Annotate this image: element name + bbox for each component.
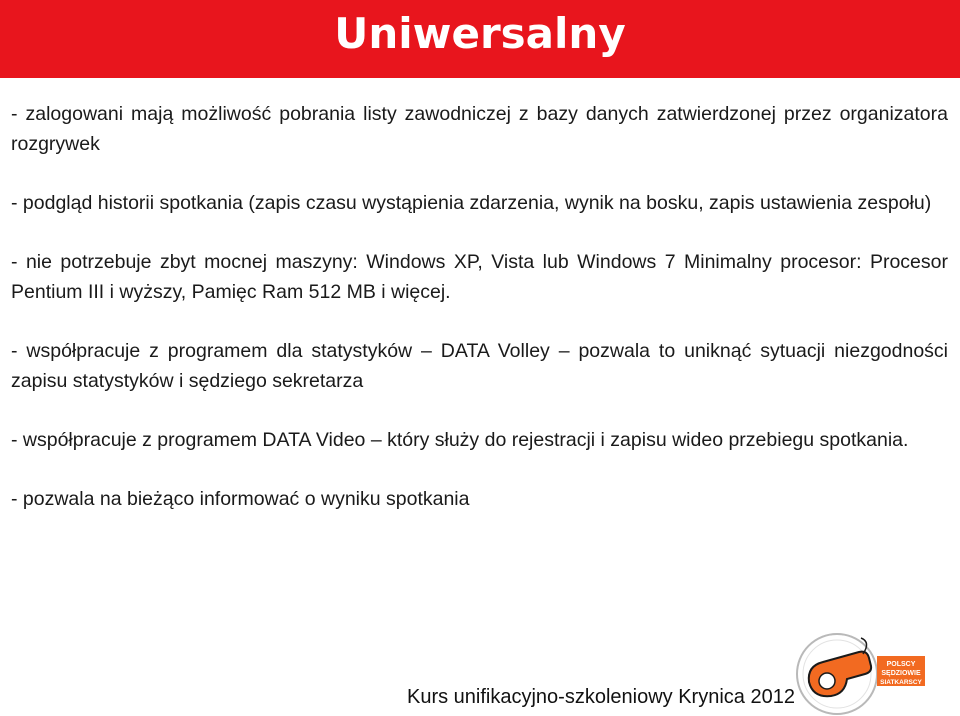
logo-text-line1: POLSCY	[886, 661, 916, 668]
paragraph-5: - współpracuje z programem DATA Video – który służy do rejestracji i zapisu wideo przebiegu spotkania.	[11, 429, 909, 451]
paragraph-4: - współpracuje z programem dla statystyków – DATA Volley – pozwala to uniknąć sytuacji niezgodności zapisu statystyków i sędziego sekretarza	[11, 340, 948, 392]
paragraph-3: - nie potrzebuje zbyt mocnej maszyny: Windows XP, Vista lub Windows 7 Minimalny procesor: Procesor Pentium III i wyższy, Pamięc Ram 512 MB i więcej.	[11, 251, 948, 303]
slide-content	[11, 99, 948, 543]
whistle-logo-icon	[793, 630, 960, 716]
slide-title-text: Uniwersalny	[334, 9, 626, 58]
paragraph-1: - zalogowani mają możliwość pobrania listy zawodniczej z bazy danych zatwierdzonej przez organizatora rozgrywek	[11, 103, 948, 155]
slide-title	[0, 6, 960, 62]
logo-text-line3: SIATKARSCY	[880, 679, 922, 686]
paragraph-6: - pozwala na bieżąco informować o wyniku spotkania	[11, 488, 470, 510]
footer-text: Kurs unifikacyjno-szkoleniowy Krynica 2012	[407, 686, 795, 708]
paragraph-2: - podgląd historii spotkania (zapis czasu wystąpienia zdarzenia, wynik na bosku, zapis ustawienia zespołu)	[11, 192, 932, 214]
logo-text-line2: SĘDZIOWIE	[881, 670, 921, 677]
